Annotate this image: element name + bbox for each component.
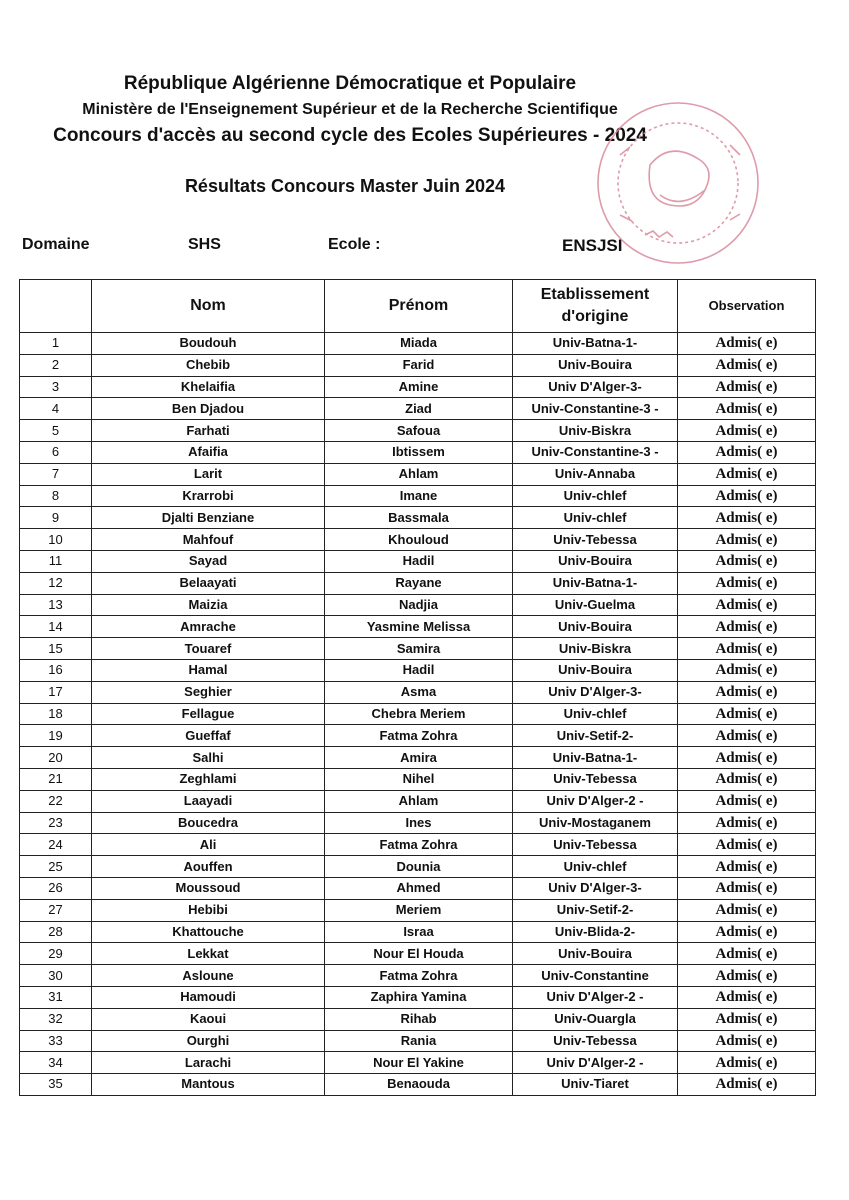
row-observation: Admis( e) xyxy=(678,856,816,878)
row-observation: Admis( e) xyxy=(678,725,816,747)
table-row xyxy=(20,1030,816,1052)
row-prenom: Farid xyxy=(325,354,513,376)
row-number: 5 xyxy=(20,420,92,442)
row-nom: Mantous xyxy=(92,1074,325,1096)
row-prenom: Rihab xyxy=(325,1008,513,1030)
row-number: 24 xyxy=(20,834,92,856)
row-nom: Amrache xyxy=(92,616,325,638)
row-etablissement: Univ-Biskra xyxy=(513,420,678,442)
row-number: 33 xyxy=(20,1030,92,1052)
row-observation: Admis( e) xyxy=(678,659,816,681)
row-observation: Admis( e) xyxy=(678,943,816,965)
table-row xyxy=(20,333,816,355)
domaine-label: Domaine xyxy=(22,236,90,253)
table-row xyxy=(20,877,816,899)
row-number: 34 xyxy=(20,1052,92,1074)
row-nom: Larachi xyxy=(92,1052,325,1074)
table-row xyxy=(20,812,816,834)
row-observation: Admis( e) xyxy=(678,441,816,463)
table-row xyxy=(20,681,816,703)
table-row xyxy=(20,1052,816,1074)
row-prenom: Nadjia xyxy=(325,594,513,616)
row-nom: Hamal xyxy=(92,659,325,681)
row-prenom: Amine xyxy=(325,376,513,398)
row-etablissement: Univ-Tebessa xyxy=(513,768,678,790)
row-etablissement: Univ-Tebessa xyxy=(513,1030,678,1052)
row-prenom: Bassmala xyxy=(325,507,513,529)
table-row xyxy=(20,529,816,551)
row-number: 32 xyxy=(20,1008,92,1030)
row-observation: Admis( e) xyxy=(678,747,816,769)
row-prenom: Fatma Zohra xyxy=(325,965,513,987)
row-nom: Belaayati xyxy=(92,572,325,594)
domaine-value: SHS xyxy=(188,236,221,253)
row-number: 13 xyxy=(20,594,92,616)
row-number: 10 xyxy=(20,529,92,551)
row-nom: Seghier xyxy=(92,681,325,703)
row-nom: Djalti Benziane xyxy=(92,507,325,529)
row-number: 28 xyxy=(20,921,92,943)
official-stamp-icon xyxy=(590,95,765,270)
row-observation: Admis( e) xyxy=(678,790,816,812)
row-prenom: Fatma Zohra xyxy=(325,834,513,856)
row-observation: Admis( e) xyxy=(678,921,816,943)
row-observation: Admis( e) xyxy=(678,485,816,507)
row-etablissement: Univ-chlef xyxy=(513,703,678,725)
row-number: 3 xyxy=(20,376,92,398)
table-header-row xyxy=(20,280,816,333)
row-number: 6 xyxy=(20,441,92,463)
row-number: 12 xyxy=(20,572,92,594)
page-title: Résultats Concours Master Juin 2024 xyxy=(184,176,506,196)
row-number: 16 xyxy=(20,659,92,681)
row-number: 25 xyxy=(20,856,92,878)
row-number: 35 xyxy=(20,1074,92,1096)
table-row xyxy=(20,965,816,987)
table-row xyxy=(20,572,816,594)
column-header-nom: Nom xyxy=(92,280,325,333)
row-number: 23 xyxy=(20,812,92,834)
column-header-prenom: Prénom xyxy=(325,280,513,333)
column-header-observation: Observation xyxy=(678,280,816,333)
row-nom: Gueffaf xyxy=(92,725,325,747)
row-prenom: Miada xyxy=(325,333,513,355)
row-number: 31 xyxy=(20,986,92,1008)
row-nom: Ourghi xyxy=(92,1030,325,1052)
row-observation: Admis( e) xyxy=(678,507,816,529)
row-observation: Admis( e) xyxy=(678,550,816,572)
row-observation: Admis( e) xyxy=(678,1074,816,1096)
row-number: 22 xyxy=(20,790,92,812)
row-number: 7 xyxy=(20,463,92,485)
row-etablissement: Univ D'Alger-3- xyxy=(513,376,678,398)
row-nom: Larit xyxy=(92,463,325,485)
column-header-number xyxy=(20,280,92,333)
row-prenom: Khouloud xyxy=(325,529,513,551)
row-observation: Admis( e) xyxy=(678,572,816,594)
row-observation: Admis( e) xyxy=(678,638,816,660)
row-number: 27 xyxy=(20,899,92,921)
results-table xyxy=(19,279,816,1096)
row-nom: Touaref xyxy=(92,638,325,660)
row-etablissement: Univ-Tiaret xyxy=(513,1074,678,1096)
column-header-etablissement: Etablissement d'origine xyxy=(513,280,678,333)
row-number: 18 xyxy=(20,703,92,725)
row-etablissement: Univ-Batna-1- xyxy=(513,333,678,355)
row-nom: Hamoudi xyxy=(92,986,325,1008)
row-observation: Admis( e) xyxy=(678,812,816,834)
row-prenom: Ibtissem xyxy=(325,441,513,463)
row-etablissement: Univ-chlef xyxy=(513,507,678,529)
header-republic: République Algérienne Démocratique et Populaire xyxy=(123,73,577,94)
row-prenom: Rayane xyxy=(325,572,513,594)
row-nom: Aouffen xyxy=(92,856,325,878)
row-etablissement: Univ-Batna-1- xyxy=(513,747,678,769)
row-etablissement: Univ-Constantine-3 - xyxy=(513,441,678,463)
row-observation: Admis( e) xyxy=(678,354,816,376)
table-row xyxy=(20,1074,816,1096)
row-number: 21 xyxy=(20,768,92,790)
row-nom: Sayad xyxy=(92,550,325,572)
table-row xyxy=(20,725,816,747)
row-observation: Admis( e) xyxy=(678,834,816,856)
row-etablissement: Univ-Bouira xyxy=(513,659,678,681)
row-observation: Admis( e) xyxy=(678,398,816,420)
row-etablissement: Univ D'Alger-2 - xyxy=(513,1052,678,1074)
row-prenom: Fatma Zohra xyxy=(325,725,513,747)
table-row xyxy=(20,550,816,572)
row-observation: Admis( e) xyxy=(678,1030,816,1052)
row-nom: Maizia xyxy=(92,594,325,616)
row-prenom: Ziad xyxy=(325,398,513,420)
row-etablissement: Univ-Tebessa xyxy=(513,834,678,856)
table-row xyxy=(20,986,816,1008)
table-row xyxy=(20,376,816,398)
row-nom: Boudouh xyxy=(92,333,325,355)
table-row xyxy=(20,507,816,529)
row-observation: Admis( e) xyxy=(678,1052,816,1074)
row-etablissement: Univ-Tebessa xyxy=(513,529,678,551)
table-row xyxy=(20,921,816,943)
row-etablissement: Univ D'Alger-3- xyxy=(513,877,678,899)
row-prenom: Imane xyxy=(325,485,513,507)
row-nom: Fellague xyxy=(92,703,325,725)
row-etablissement: Univ-Annaba xyxy=(513,463,678,485)
row-observation: Admis( e) xyxy=(678,463,816,485)
row-etablissement: Univ-Setif-2- xyxy=(513,899,678,921)
row-number: 9 xyxy=(20,507,92,529)
table-row xyxy=(20,398,816,420)
table-row xyxy=(20,638,816,660)
row-observation: Admis( e) xyxy=(678,1008,816,1030)
row-etablissement: Univ-Batna-1- xyxy=(513,572,678,594)
row-etablissement: Univ D'Alger-2 - xyxy=(513,986,678,1008)
table-row xyxy=(20,594,816,616)
row-number: 4 xyxy=(20,398,92,420)
row-number: 14 xyxy=(20,616,92,638)
row-observation: Admis( e) xyxy=(678,877,816,899)
header-ministry: Ministère de l'Enseignement Supérieur et de la Recherche Scientifique xyxy=(82,101,618,118)
row-prenom: Amira xyxy=(325,747,513,769)
row-etablissement: Univ-Bouira xyxy=(513,943,678,965)
row-number: 2 xyxy=(20,354,92,376)
row-nom: Salhi xyxy=(92,747,325,769)
row-number: 15 xyxy=(20,638,92,660)
row-nom: Chebib xyxy=(92,354,325,376)
row-nom: Boucedra xyxy=(92,812,325,834)
row-prenom: Nihel xyxy=(325,768,513,790)
table-row xyxy=(20,485,816,507)
row-nom: Ben Djadou xyxy=(92,398,325,420)
table-row xyxy=(20,943,816,965)
row-observation: Admis( e) xyxy=(678,333,816,355)
ecole-value: ENSJSI xyxy=(562,236,623,255)
row-etablissement: Univ-Constantine xyxy=(513,965,678,987)
ecole-label: Ecole : xyxy=(328,236,381,253)
row-etablissement: Univ-Bouira xyxy=(513,354,678,376)
row-nom: Hebibi xyxy=(92,899,325,921)
row-number: 20 xyxy=(20,747,92,769)
row-nom: Farhati xyxy=(92,420,325,442)
row-observation: Admis( e) xyxy=(678,899,816,921)
row-observation: Admis( e) xyxy=(678,420,816,442)
row-etablissement: Univ-Blida-2- xyxy=(513,921,678,943)
row-etablissement: Univ-Setif-2- xyxy=(513,725,678,747)
row-number: 19 xyxy=(20,725,92,747)
row-observation: Admis( e) xyxy=(678,616,816,638)
row-number: 26 xyxy=(20,877,92,899)
row-etablissement: Univ-Ouargla xyxy=(513,1008,678,1030)
table-row xyxy=(20,703,816,725)
row-nom: Moussoud xyxy=(92,877,325,899)
row-prenom: Chebra Meriem xyxy=(325,703,513,725)
table-row xyxy=(20,768,816,790)
row-prenom: Hadil xyxy=(325,659,513,681)
table-row xyxy=(20,899,816,921)
row-prenom: Ahlam xyxy=(325,790,513,812)
header-concours: Concours d'accès au second cycle des Ecoles Supérieures - 2024 xyxy=(53,125,647,146)
row-prenom: Asma xyxy=(325,681,513,703)
row-observation: Admis( e) xyxy=(678,986,816,1008)
row-nom: Krarrobi xyxy=(92,485,325,507)
row-prenom: Ahmed xyxy=(325,877,513,899)
table-row xyxy=(20,659,816,681)
row-nom: Ali xyxy=(92,834,325,856)
row-number: 29 xyxy=(20,943,92,965)
row-observation: Admis( e) xyxy=(678,529,816,551)
row-etablissement: Univ D'Alger-2 - xyxy=(513,790,678,812)
row-observation: Admis( e) xyxy=(678,376,816,398)
row-nom: Kaoui xyxy=(92,1008,325,1030)
table-row xyxy=(20,463,816,485)
row-nom: Khelaifia xyxy=(92,376,325,398)
row-etablissement: Univ-Constantine-3 - xyxy=(513,398,678,420)
row-observation: Admis( e) xyxy=(678,768,816,790)
row-prenom: Dounia xyxy=(325,856,513,878)
table-row xyxy=(20,1008,816,1030)
row-etablissement: Univ D'Alger-3- xyxy=(513,681,678,703)
row-nom: Khattouche xyxy=(92,921,325,943)
row-etablissement: Univ-Mostaganem xyxy=(513,812,678,834)
row-etablissement: Univ-Bouira xyxy=(513,550,678,572)
table-row xyxy=(20,856,816,878)
row-number: 8 xyxy=(20,485,92,507)
table-row xyxy=(20,354,816,376)
row-prenom: Ines xyxy=(325,812,513,834)
row-prenom: Israa xyxy=(325,921,513,943)
row-nom: Mahfouf xyxy=(92,529,325,551)
row-prenom: Hadil xyxy=(325,550,513,572)
row-number: 17 xyxy=(20,681,92,703)
row-nom: Asloune xyxy=(92,965,325,987)
table-row xyxy=(20,616,816,638)
row-nom: Lekkat xyxy=(92,943,325,965)
row-nom: Zeghlami xyxy=(92,768,325,790)
row-etablissement: Univ-Bouira xyxy=(513,616,678,638)
row-etablissement: Univ-Biskra xyxy=(513,638,678,660)
row-etablissement: Univ-chlef xyxy=(513,485,678,507)
row-prenom: Benaouda xyxy=(325,1074,513,1096)
row-prenom: Zaphira Yamina xyxy=(325,986,513,1008)
row-observation: Admis( e) xyxy=(678,681,816,703)
row-etablissement: Univ-Guelma xyxy=(513,594,678,616)
table-row xyxy=(20,441,816,463)
row-number: 1 xyxy=(20,333,92,355)
table-row xyxy=(20,834,816,856)
row-prenom: Nour El Yakine xyxy=(325,1052,513,1074)
row-number: 11 xyxy=(20,550,92,572)
row-prenom: Ahlam xyxy=(325,463,513,485)
row-prenom: Rania xyxy=(325,1030,513,1052)
row-prenom: Safoua xyxy=(325,420,513,442)
table-row xyxy=(20,420,816,442)
row-nom: Laayadi xyxy=(92,790,325,812)
row-prenom: Samira xyxy=(325,638,513,660)
row-observation: Admis( e) xyxy=(678,594,816,616)
row-observation: Admis( e) xyxy=(678,703,816,725)
row-number: 30 xyxy=(20,965,92,987)
row-prenom: Meriem xyxy=(325,899,513,921)
row-prenom: Yasmine Melissa xyxy=(325,616,513,638)
row-observation: Admis( e) xyxy=(678,965,816,987)
row-nom: Afaifia xyxy=(92,441,325,463)
table-row xyxy=(20,790,816,812)
row-etablissement: Univ-chlef xyxy=(513,856,678,878)
table-row xyxy=(20,747,816,769)
row-prenom: Nour El Houda xyxy=(325,943,513,965)
